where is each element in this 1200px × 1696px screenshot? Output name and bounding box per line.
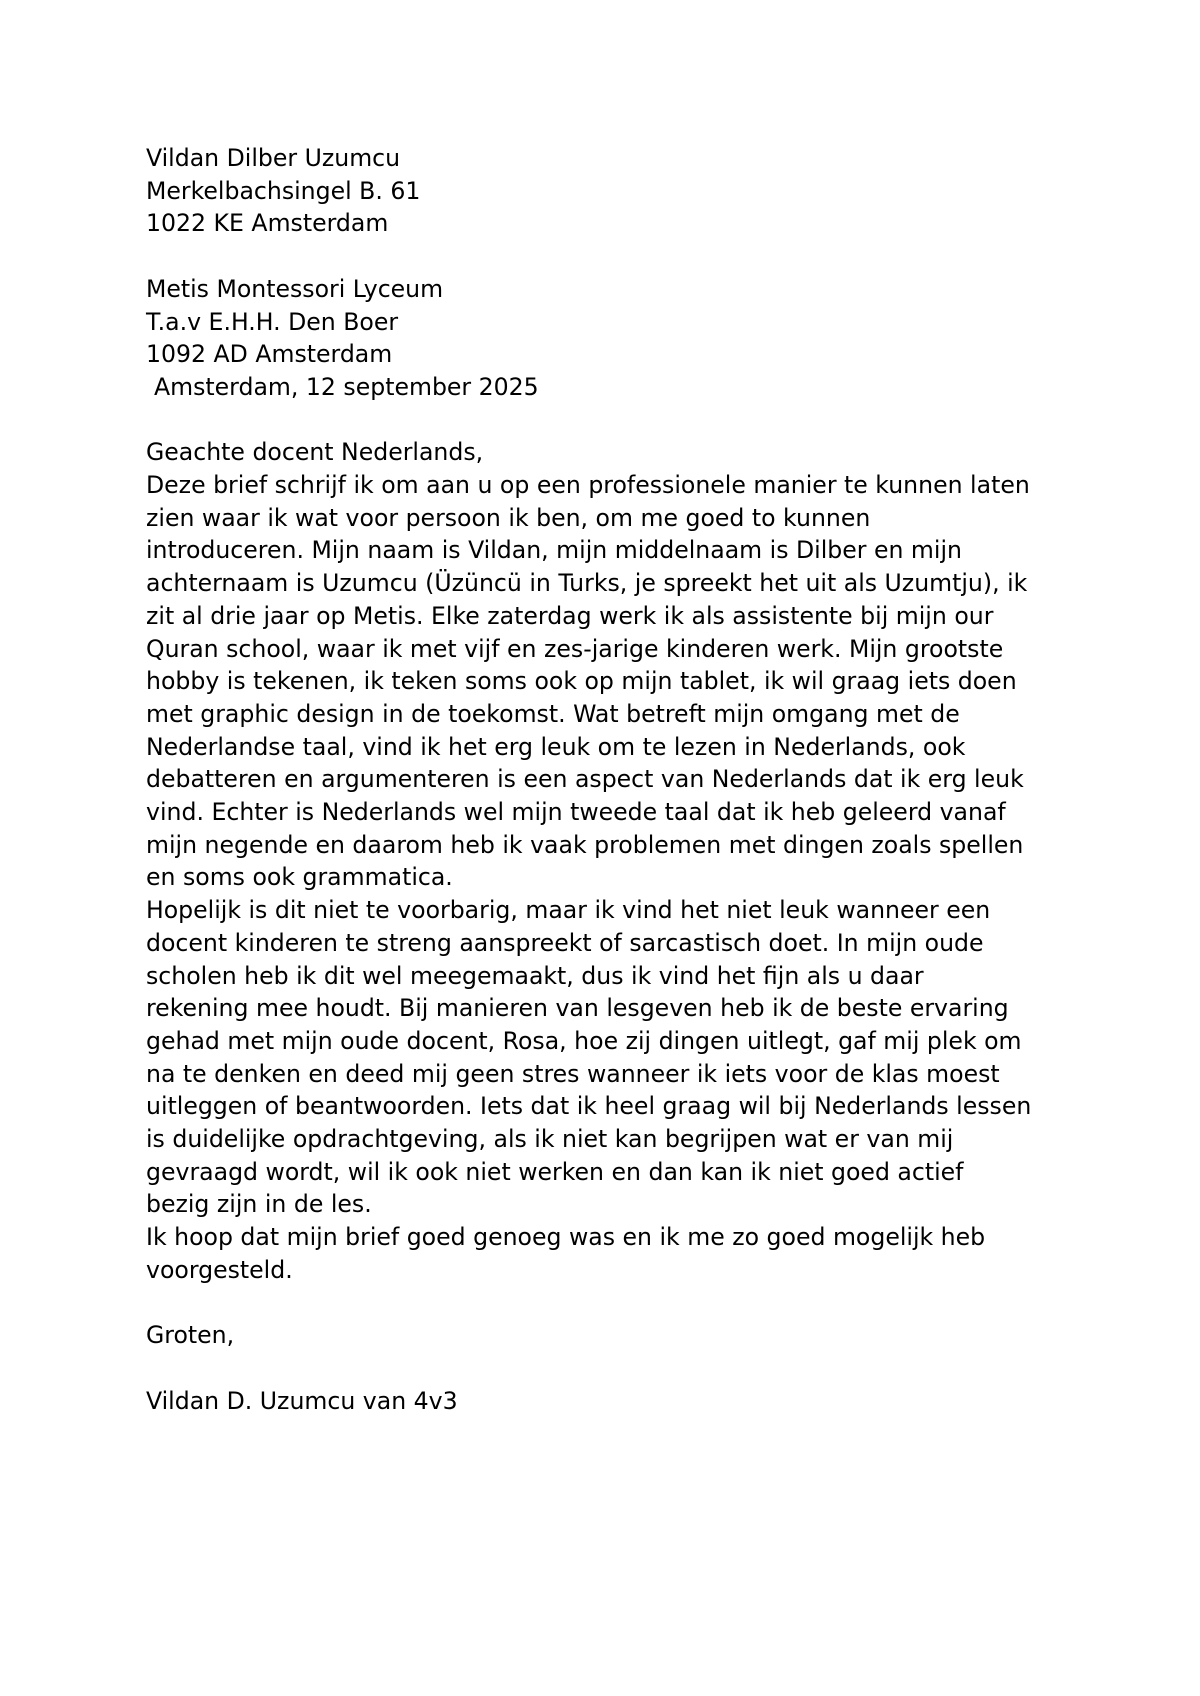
paragraph-line: voorgesteld. [146,1255,293,1284]
recipient-address [146,273,1076,404]
signature-block [146,1385,1076,1418]
paragraph-line: Ik hoop dat mijn brief goed genoeg was en ik me zo goed mogelijk heb [146,1223,986,1252]
paragraph-line: Nederlandse taal, vind ik het erg leuk om te lezen in Nederlands, ook [146,732,966,761]
salutation: Geachte docent Nederlands, [146,438,484,467]
paragraph-line: debatteren en argumenteren is een aspect van Nederlands dat ik erg leuk [146,765,1024,794]
sender-street: Merkelbachsingel B. 61 [146,176,421,205]
closing-block [146,1319,1076,1352]
paragraph-line: Quran school, waar ik met vijf en zes-jarige kinderen werk. Mijn grootste [146,634,1004,663]
paragraph-1 [146,469,1076,894]
paragraph-line: gevraagd wordt, wil ik ook niet werken en dan kan ik niet goed actief [146,1157,964,1186]
paragraph-line: scholen heb ik dit wel meegemaakt, dus ik vind het fijn als u daar [146,961,924,990]
sender-name: Vildan Dilber Uzumcu [146,144,401,172]
paragraph-line: Deze brief schrijf ik om aan u op een professionele manier te kunnen laten [146,471,1030,499]
paragraph-2 [146,894,1076,1221]
paragraph-line: met graphic design in de toekomst. Wat betreft mijn omgang met de [146,699,960,728]
salutation-block [146,436,1076,469]
paragraph-line: docent kinderen te streng aanspreekt of sarcastisch doet. In mijn oude [146,928,984,957]
paragraph-line: is duidelijke opdrachtgeving, als ik niet kan begrijpen wat er van mij [146,1125,954,1154]
paragraph-line: zit al drie jaar op Metis. Elke zaterdag werk ik als assistente bij mijn our [146,601,994,630]
paragraph-line: introduceren. Mijn naam is Vildan, mijn middelnaam is Dilber en mijn [146,536,962,565]
closing: Groten, [146,1321,235,1350]
signature: Vildan D. Uzumcu van 4v3 [146,1386,458,1415]
paragraph-line: rekening mee houdt. Bij manieren van lesgeven heb ik de beste ervaring [146,994,1009,1023]
paragraph-line: uitleggen of beantwoorden. Iets dat ik heel graag wil bij Nederlands lessen [146,1092,1032,1121]
paragraph-line: vind. Echter is Nederlands wel mijn tweede taal dat ik heb geleerd vanaf [146,798,1006,827]
paragraph-line: bezig zijn in de les. [146,1190,372,1219]
recipient-attention: T.a.v E.H.H. Den Boer [146,307,399,336]
paragraph-3 [146,1221,1076,1286]
paragraph-line: en soms ook grammatica. [146,863,453,892]
recipient-school: Metis Montessori Lyceum [146,274,444,303]
sender-city: 1022 KE Amsterdam [146,209,389,238]
paragraph-line: Hopelijk is dit niet te voorbarig, maar ik vind het niet leuk wanneer een [146,896,991,925]
paragraph-line: gehad met mijn oude docent, Rosa, hoe zij dingen uitlegt, gaf mij plek om [146,1026,1022,1055]
letter-body [146,142,1076,1417]
paragraph-line: zien waar ik wat voor persoon ik ben, om me goed to kunnen [146,503,871,532]
paragraph-line: na te denken en deed mij geen stres wanneer ik iets voor de klas moest [146,1059,1000,1088]
paragraph-line: hobby is tekenen, ik teken soms ook op mijn tablet, ik wil graag iets doen [146,667,1017,696]
letter-date: Amsterdam, 12 september 2025 [154,372,539,401]
recipient-city: 1092 AD Amsterdam [146,340,393,369]
sender-address [146,142,1076,240]
paragraph-line: mijn negende en daarom heb ik vaak problemen met dingen zoals spellen [146,830,1024,859]
paragraph-line: achternaam is Uzumcu (Üzüncü in Turks, je spreekt het uit als Uzumtju), ik [146,569,1028,598]
